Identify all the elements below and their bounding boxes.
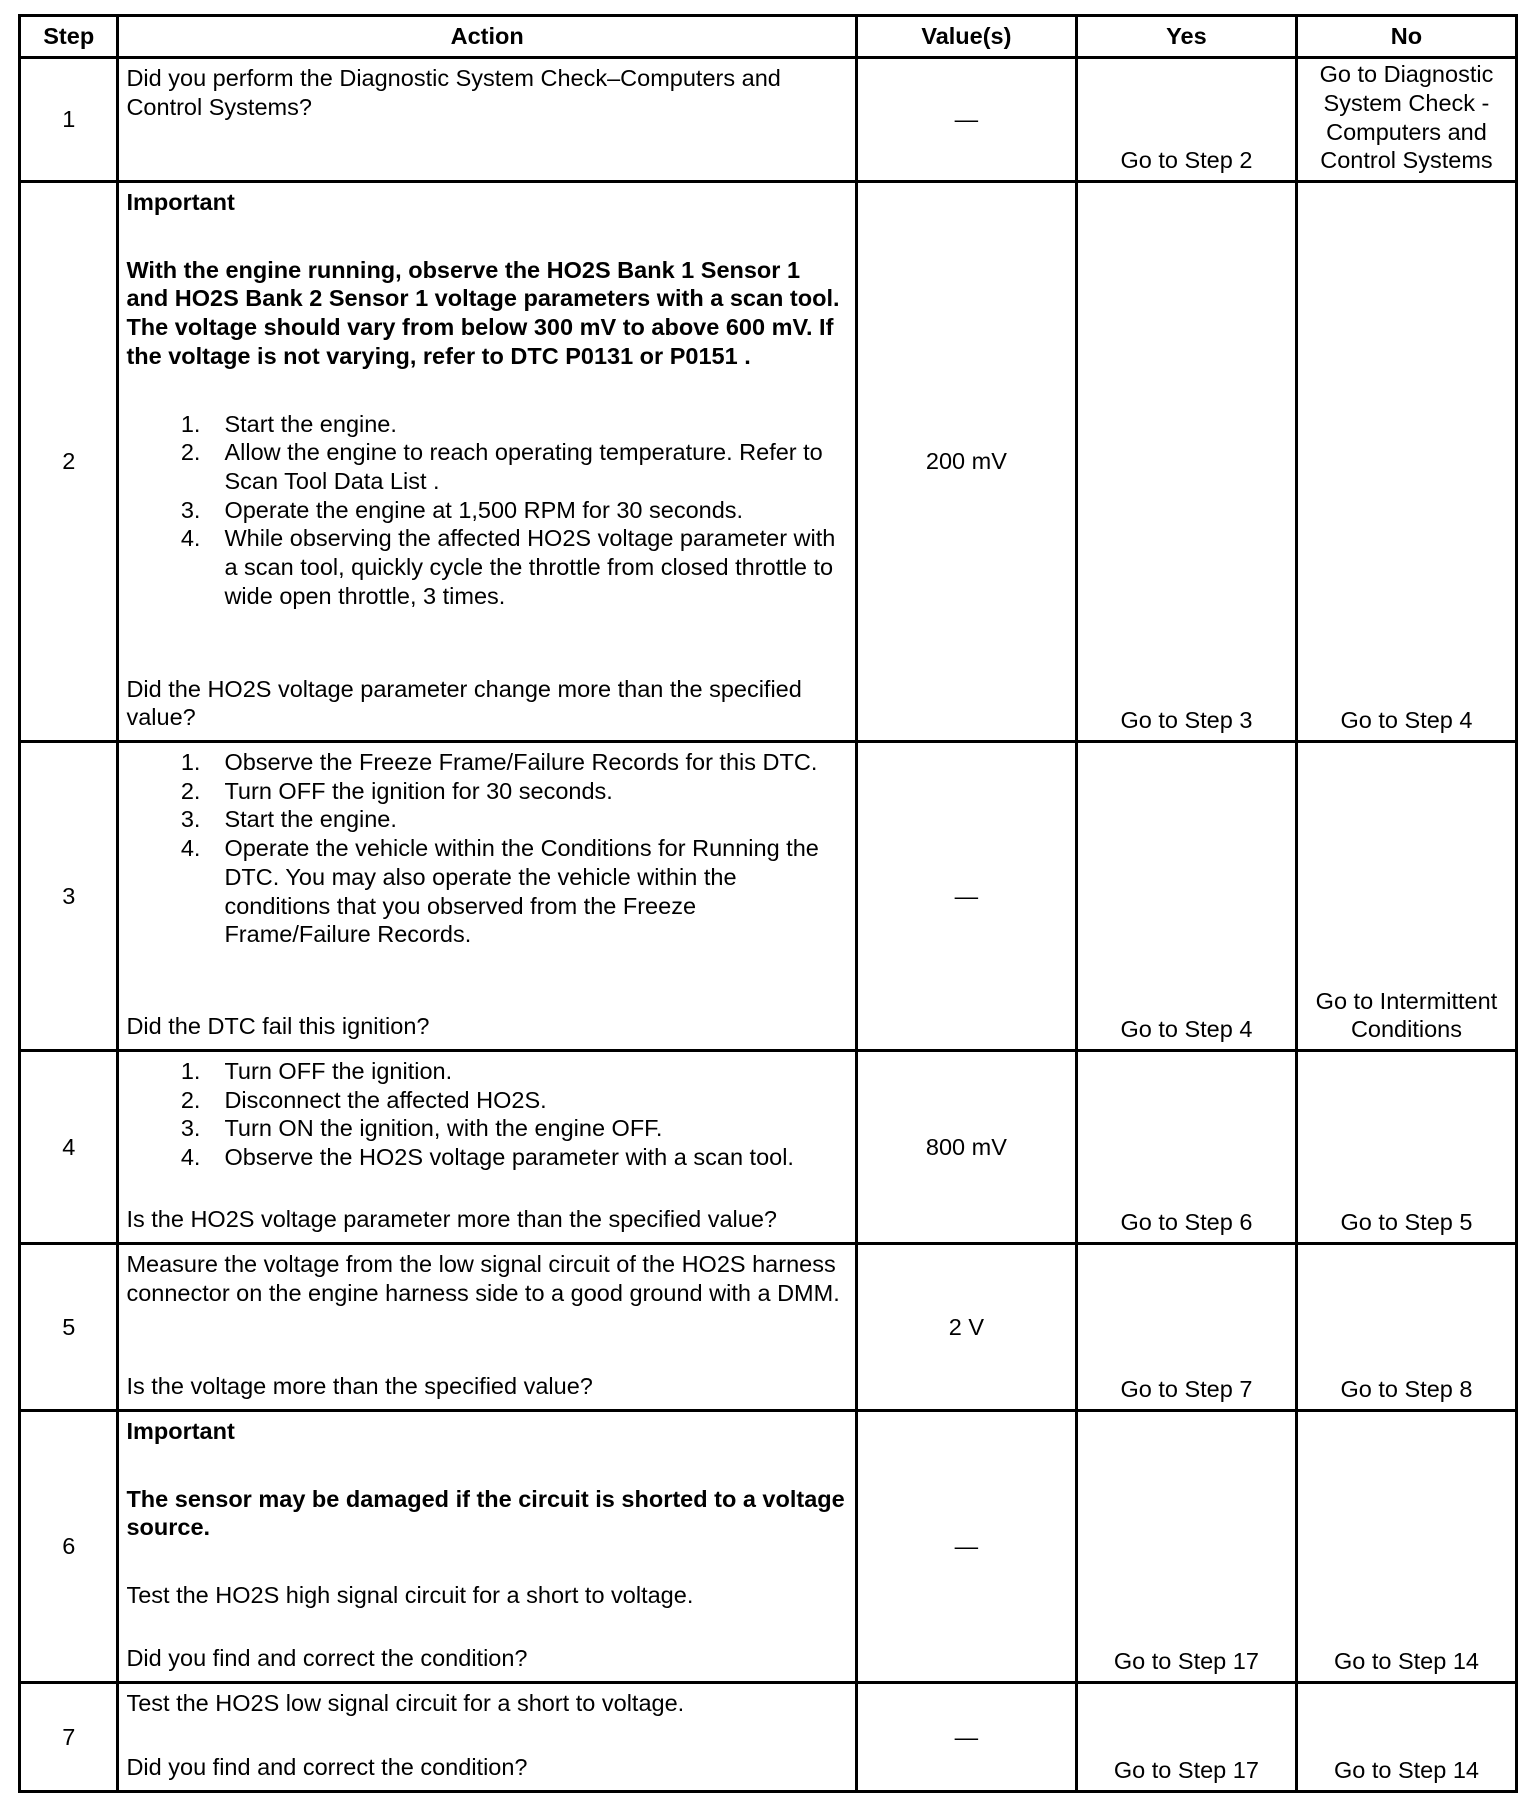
no-link[interactable]: Go to Step 4 (1340, 707, 1473, 734)
no-link[interactable]: Go to Intermittent Conditions (1315, 987, 1498, 1043)
important-text: The sensor may be damaged if the circuit is shorted to a voltage source. (126, 1485, 845, 1541)
list-item: 2. Turn OFF the ignition for 30 seconds. (180, 777, 613, 804)
yes-cell (1076, 1411, 1296, 1683)
table-row (20, 742, 1517, 1051)
value-cell: — (856, 1411, 1076, 1683)
action-cell (118, 742, 856, 1051)
important-label: Important (126, 189, 235, 215)
yes-cell (1076, 1051, 1296, 1244)
list-item: 2. Allow the engine to reach operating temperature. Refer to Scan Tool Data List . (180, 439, 823, 494)
no-link[interactable]: Go to Diagnostic System Check - Computers and Control Systems (1319, 61, 1494, 174)
list-item: 4. Operate the vehicle within the Conditions for Running the DTC. You may also operate the vehicle within the conditions that you observed from the Freeze Frame/Failure Records. (180, 835, 819, 948)
value-cell: 2 V (856, 1244, 1076, 1411)
no-cell (1296, 1051, 1516, 1244)
value-cell: 800 mV (856, 1051, 1076, 1244)
yes-link[interactable]: Go to Step 6 (1120, 1209, 1253, 1236)
no-link[interactable]: Go to Step 14 (1333, 1757, 1479, 1784)
value-cell: — (856, 742, 1076, 1051)
procedure-list (126, 410, 846, 611)
yes-cell (1076, 1244, 1296, 1411)
no-cell (1296, 182, 1516, 742)
question-text: Did the DTC fail this ignition? (126, 1013, 430, 1040)
no-cell (1296, 58, 1516, 182)
list-item: 1. Start the engine. (180, 410, 397, 437)
step-number: 5 (20, 1244, 118, 1411)
step-number: 1 (20, 58, 118, 182)
value-cell: 200 mV (856, 182, 1076, 742)
action-cell (118, 1683, 856, 1792)
list-item: 4. Observe the HO2S voltage parameter with a scan tool. (180, 1144, 794, 1171)
header-values: Value(s) (856, 16, 1076, 58)
question-text: Is the voltage more than the specified value? (126, 1373, 593, 1400)
header-no: No (1296, 16, 1516, 58)
value-cell: — (856, 58, 1076, 182)
question-text: Did the HO2S voltage parameter change more than the specified value? (126, 675, 802, 731)
list-item: 1. Observe the Freeze Frame/Failure Records for this DTC. (180, 749, 818, 775)
yes-cell (1076, 182, 1296, 742)
procedure-list (126, 748, 846, 949)
yes-link[interactable]: Go to Step 4 (1120, 1016, 1253, 1043)
no-cell (1296, 1683, 1516, 1792)
yes-link[interactable]: Go to Step 17 (1113, 1648, 1259, 1675)
important-text: With the engine running, observe the HO2S Bank 1 Sensor 1 and HO2S Bank 2 Sensor 1 voltage parameters with a scan tool. The voltage should vary from below 300 mV to above 600 mV. If the voltage is not varying, refer to DTC P0131 or P0151 . (126, 256, 840, 369)
step-number: 3 (20, 742, 118, 1051)
question-text: Did you find and correct the condition? (126, 1754, 528, 1781)
table-row (20, 1683, 1517, 1792)
table-row (20, 1244, 1517, 1411)
action-cell (118, 1244, 856, 1411)
yes-link[interactable]: Go to Step 2 (1120, 147, 1253, 174)
no-link[interactable]: Go to Step 14 (1333, 1648, 1479, 1675)
list-item: 3. Operate the engine at 1,500 RPM for 30 seconds. (180, 496, 744, 523)
table-row (20, 58, 1517, 182)
step-number: 2 (20, 182, 118, 742)
table-row (20, 1411, 1517, 1683)
list-item: 4. While observing the affected HO2S voltage parameter with a scan tool, quickly cycle the throttle from closed throttle to wide open throttle, 3 times. (180, 525, 836, 609)
value-cell: — (856, 1683, 1076, 1792)
no-link[interactable]: Go to Step 5 (1340, 1209, 1473, 1236)
procedure-list (126, 1057, 846, 1172)
list-item: 1. Turn OFF the ignition. (180, 1058, 453, 1084)
yes-link[interactable]: Go to Step 3 (1120, 707, 1253, 734)
action-cell (118, 1411, 856, 1683)
instruction-text: Measure the voltage from the low signal circuit of the HO2S harness connector on the engine harness side to a good ground with a DMM. (126, 1251, 840, 1306)
no-cell (1296, 1244, 1516, 1411)
table-row (20, 1051, 1517, 1244)
action-cell (118, 1051, 856, 1244)
action-cell (118, 182, 856, 742)
step-number: 4 (20, 1051, 118, 1244)
question-text: Did you perform the Diagnostic System Check–Computers and Control Systems? (126, 65, 781, 120)
step-number: 7 (20, 1683, 118, 1792)
table-row (20, 182, 1517, 742)
list-item: 3. Start the engine. (180, 806, 397, 833)
yes-link[interactable]: Go to Step 7 (1120, 1376, 1253, 1403)
table-header-row (20, 16, 1517, 58)
yes-cell (1076, 1683, 1296, 1792)
list-item: 2. Disconnect the affected HO2S. (180, 1086, 547, 1113)
yes-cell (1076, 58, 1296, 182)
instruction-text: Test the HO2S high signal circuit for a short to voltage. (126, 1582, 694, 1609)
yes-cell (1076, 742, 1296, 1051)
header-step: Step (20, 16, 118, 58)
no-cell (1296, 1411, 1516, 1683)
step-number: 6 (20, 1411, 118, 1683)
action-cell (118, 58, 856, 182)
question-text: Is the HO2S voltage parameter more than the specified value? (126, 1206, 777, 1233)
instruction-text: Test the HO2S low signal circuit for a short to voltage. (126, 1690, 685, 1716)
important-label: Important (126, 1418, 235, 1444)
diagnostic-table (18, 14, 1518, 1793)
no-cell (1296, 742, 1516, 1051)
header-action: Action (118, 16, 856, 58)
no-link[interactable]: Go to Step 8 (1340, 1376, 1473, 1403)
list-item: 3. Turn ON the ignition, with the engine OFF. (180, 1115, 663, 1142)
header-yes: Yes (1076, 16, 1296, 58)
question-text: Did you find and correct the condition? (126, 1645, 528, 1672)
yes-link[interactable]: Go to Step 17 (1113, 1757, 1259, 1784)
